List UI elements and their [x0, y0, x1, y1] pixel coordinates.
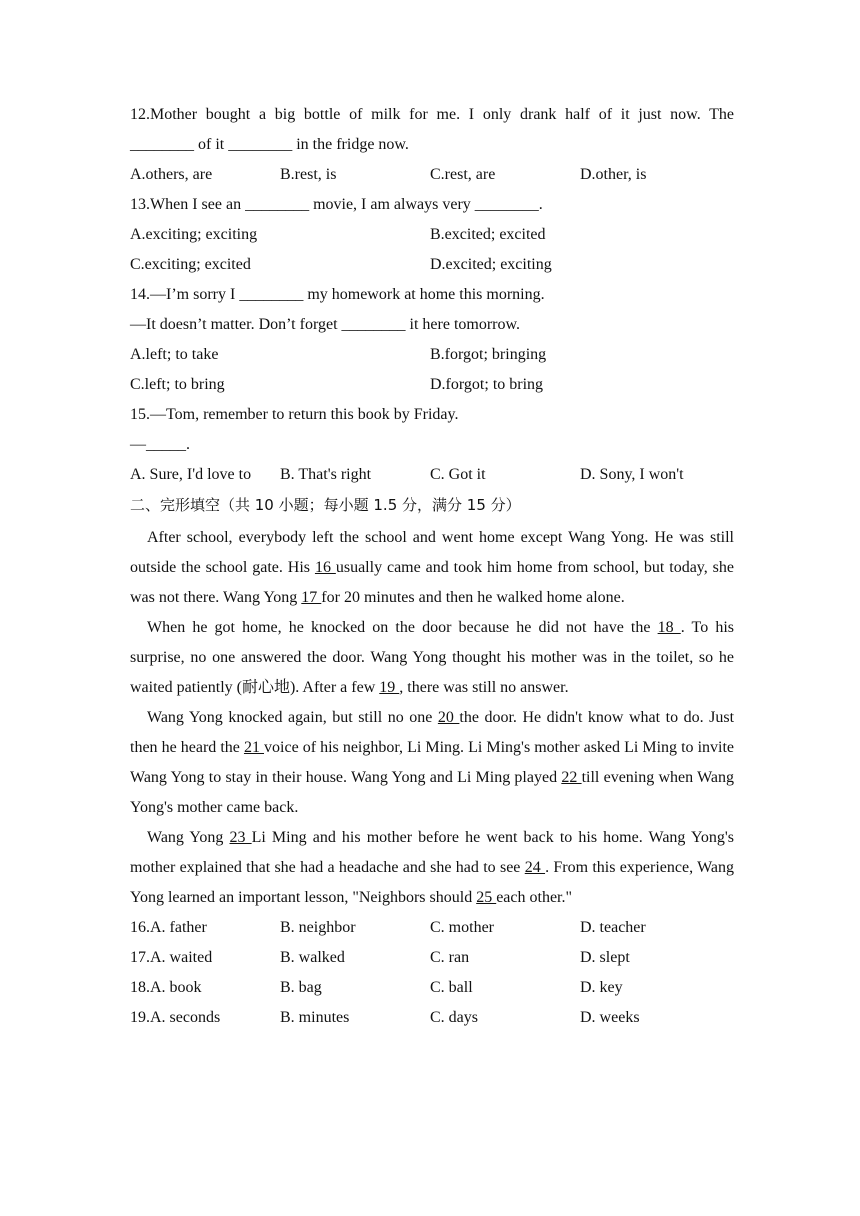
blank-17: 17	[301, 589, 322, 606]
passage-text: When he got home, he knocked on the door because he did not have the	[147, 619, 658, 636]
blank-18: 18	[657, 619, 681, 636]
q12-stem-line2: ________ of it ________ in the fridge now.	[130, 136, 409, 153]
q12-option-a: A.others, are	[130, 166, 213, 183]
q19-option-c: C. days	[430, 1009, 478, 1026]
exam-page	[130, 100, 734, 1033]
passage-text: Wang Yong	[147, 829, 230, 846]
q13-option-c: C.exciting; excited	[130, 256, 251, 273]
passage-paragraph-1	[130, 523, 734, 613]
q19-option-d: D. weeks	[580, 1009, 640, 1026]
q17-option-c: C. ran	[430, 949, 470, 966]
q13-option-a: A.exciting; exciting	[130, 226, 258, 243]
blank-19: 19	[379, 679, 400, 696]
q18-option-c: C. ball	[430, 979, 473, 996]
cloze-options-16	[130, 913, 734, 943]
q19-option-b: B. minutes	[280, 1009, 350, 1026]
q15-stem-line2: —_____.	[130, 436, 190, 453]
passage-text: Li Ming and his mother before he went back to his home. Wang Yong's mother explained that she had a headache and she had to see	[130, 829, 735, 876]
q16-option-d: D. teacher	[580, 919, 646, 936]
q15-options	[130, 460, 734, 490]
q16-option-c: C. mother	[430, 919, 494, 936]
blank-22: 22	[561, 769, 582, 786]
passage-text: each other."	[496, 889, 573, 906]
q15-option-a: A. Sure, I'd love to	[130, 466, 252, 483]
q13-options-row1	[130, 220, 734, 250]
passage-text: for 20 minutes and then he walked home alone.	[321, 589, 625, 606]
blank-16: 16	[314, 559, 336, 576]
blank-23: 23	[229, 829, 252, 846]
q14-options-row2	[130, 370, 734, 400]
passage-text: till evening when Wang Yong's mother came back.	[130, 769, 735, 816]
q15-stem-line1: 15.—Tom, remember to return this book by Friday.	[130, 406, 459, 423]
q16-option-b: B. neighbor	[280, 919, 356, 936]
q14-stem-line1: 14.—I’m sorry I ________ my homework at home this morning.	[130, 286, 545, 303]
q14-option-c: C.left; to bring	[130, 376, 225, 393]
q12-options	[130, 160, 734, 190]
q12-stem-line1: 12.Mother bought a big bottle of milk for me. I only drank half of it just now. The	[130, 106, 734, 123]
cloze-options-18	[130, 973, 734, 1003]
q14-option-b: B.forgot; bringing	[430, 346, 547, 363]
blank-25: 25	[476, 889, 497, 906]
q14-option-a: A.left; to take	[130, 346, 219, 363]
passage-text: . To his surprise, no one answered the door. Wang Yong thought his mother was in the toilet, so he waited patiently (耐心地). After a few	[130, 619, 735, 696]
q12-option-b: B.rest, is	[280, 166, 337, 183]
blank-20: 20	[437, 709, 460, 726]
q16-option-a: 16.A. father	[130, 919, 207, 936]
q17-option-b: B. walked	[280, 949, 345, 966]
passage-text: . From this experience, Wang Yong learned an important lesson, "Neighbors should	[130, 859, 735, 906]
passage-text: Wang Yong knocked again, but still no one	[147, 709, 438, 726]
cloze-options-19	[130, 1003, 734, 1033]
q12-option-d: D.other, is	[580, 166, 647, 183]
section-title: 二、完形填空（共 10 小题；每小题 1.5 分，满分 15 分）	[130, 496, 521, 514]
q15-option-c: C. Got it	[430, 466, 486, 483]
passage-paragraph-3	[130, 703, 734, 823]
q18-option-a: 18.A. book	[130, 979, 202, 996]
q18-option-d: D. key	[580, 979, 623, 996]
q15-option-d: D. Sony, I won't	[580, 466, 684, 483]
blank-21: 21	[243, 739, 265, 756]
q18-option-b: B. bag	[280, 979, 322, 996]
passage-paragraph-2	[130, 613, 734, 703]
cloze-options-17	[130, 943, 734, 973]
q14-options-row1	[130, 340, 734, 370]
passage-text: voice of his neighbor, Li Ming. Li Ming's mother asked Li Ming to invite Wang Yong to stay in their house. Wang Yong and Li Ming played	[130, 739, 735, 786]
q12-option-c: C.rest, are	[430, 166, 496, 183]
q13-options-row2	[130, 250, 734, 280]
q19-option-a: 19.A. seconds	[130, 1009, 221, 1026]
passage-text: the door. He didn't know what to do. Just then he heard the	[130, 709, 735, 756]
passage-text: usually came and took him home from school, but today, she was not there. Wang Yong	[130, 559, 734, 606]
q17-option-d: D. slept	[580, 949, 630, 966]
q14-option-d: D.forgot; to bring	[430, 376, 544, 393]
q15-option-b: B. That's right	[280, 466, 372, 483]
passage-text: , there was still no answer.	[399, 679, 569, 696]
passage-paragraph-4	[130, 823, 734, 913]
q13-option-b: B.excited; excited	[430, 226, 546, 243]
q17-option-a: 17.A. waited	[130, 949, 213, 966]
passage-text: After school, everybody left the school and went home except Wang Yong. He was still outside the school gate. His	[130, 529, 734, 576]
q13-stem: 13.When I see an ________ movie, I am always very ________.	[130, 196, 543, 213]
q13-option-d: D.excited; exciting	[430, 256, 552, 273]
blank-24: 24	[524, 859, 546, 876]
q14-stem-line2: —It doesn’t matter. Don’t forget ________ it here tomorrow.	[130, 316, 521, 333]
